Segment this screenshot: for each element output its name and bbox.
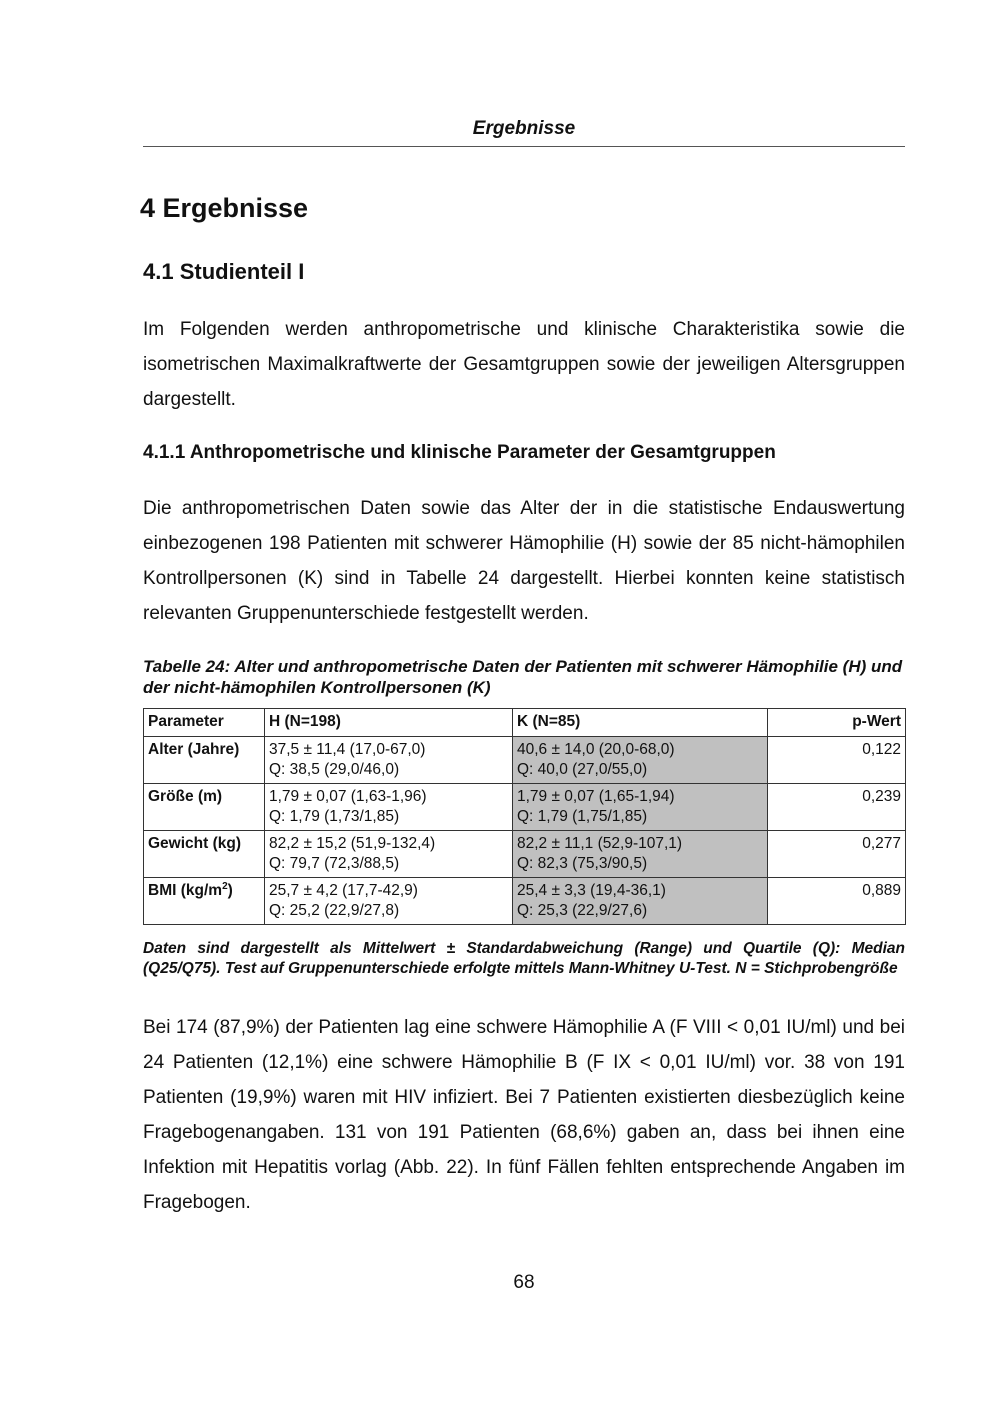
row-p-value: 0,277 — [768, 831, 906, 878]
k-mean: 1,79 ± 0,07 (1,65-1,94) — [517, 788, 675, 805]
k-quartile: Q: 82,3 (75,3/90,5) — [517, 855, 648, 872]
h-quartile: Q: 38,5 (29,0/46,0) — [269, 761, 400, 778]
subsection-heading: 4.1.1 Anthropometrische und klinische Parameter der Gesamtgruppen — [143, 442, 776, 463]
table-note: Daten sind dargestellt als Mittelwert ± Standardabweichung (Range) und Quartile (Q): Median (Q25/Q75). Test auf Gruppenunterschiede erfolgte mittels Mann-Whitney U-Test. N = Stichprobengröße — [143, 940, 905, 977]
row-p-value: 0,122 — [768, 737, 906, 784]
running-head: Ergebnisse — [143, 118, 905, 147]
k-mean: 40,6 ± 14,0 (20,0-68,0) — [517, 741, 675, 758]
table-caption: Tabelle 24: Alter und anthropometrische Daten der Patienten mit schwerer Hämophilie (H) und der nicht-hämophilen Kontrollpersonen (K) — [143, 657, 903, 697]
table-header-row — [144, 709, 906, 737]
results-table — [143, 708, 906, 925]
k-mean: 25,4 ± 3,3 (19,4-36,1) — [517, 882, 666, 899]
header-h: H (N=198) — [265, 709, 513, 737]
param-superscript: 2 — [222, 880, 228, 892]
header-p-value: p-Wert — [768, 709, 906, 737]
table-row — [144, 737, 906, 784]
row-parameter: Alter (Jahre) — [144, 737, 265, 784]
header-parameter: Parameter — [144, 709, 265, 737]
row-p-value: 0,889 — [768, 878, 906, 925]
h-mean: 25,7 ± 4,2 (17,7-42,9) — [269, 882, 418, 899]
row-h-cell — [265, 878, 513, 925]
page-number: 68 — [513, 1272, 535, 1293]
intro-paragraph: Im Folgenden werden anthropometrische und klinische Charakteristika sowie die isometrischen Maximalkraftwerte der Gesamtgruppen sowie der jeweiligen Altersgruppen dargestellt. — [143, 319, 905, 410]
table-row — [144, 784, 906, 831]
paragraph-anthropometric: Die anthropometrischen Daten sowie das Alter der in die statistische Endauswertung einbezogenen 198 Patienten mit schwerer Hämophilie (H) sowie der 85 nicht-hämophilen Kontrollpersonen (K) sind in Tabelle 24 dargestellt. Hierbei konnten keine statistisch relevanten Gruppenunterschiede festgestellt werden. — [143, 498, 905, 624]
h-mean: 37,5 ± 11,4 (17,0-67,0) — [269, 741, 426, 758]
chapter-heading: 4 Ergebnisse — [140, 193, 309, 223]
h-quartile: Q: 1,79 (1,73/1,85) — [269, 808, 400, 825]
header-k: K (N=85) — [513, 709, 768, 737]
row-k-cell — [513, 878, 768, 925]
param-tail: ) — [227, 882, 233, 899]
table-row — [144, 831, 906, 878]
k-quartile: Q: 1,79 (1,75/1,85) — [517, 808, 648, 825]
section-heading: 4.1 Studienteil I — [143, 259, 305, 284]
h-mean: 82,2 ± 15,2 (51,9-132,4) — [269, 835, 436, 852]
row-parameter: Gewicht (kg) — [144, 831, 265, 878]
h-quartile: Q: 25,2 (22,9/27,8) — [269, 902, 400, 919]
table-row — [144, 878, 906, 925]
row-h-cell — [265, 784, 513, 831]
paragraph-haemophilia-types: Bei 174 (87,9%) der Patienten lag eine schwere Hämophilie A (F VIII < 0,01 IU/ml) und bei 24 Patienten (12,1%) eine schwere Hämophilie B (F IX < 0,01 IU/ml) vor. 38 von 191 Patienten (19,9%) waren mit HIV infiziert. Bei 7 Patienten existierten diesbezüglich keine Fragebogenangaben. 131 von 191 Patienten (68,6%) gaben an, dass bei ihnen eine Infektion mit Hepatitis vorlag (Abb. 22). In fünf Fällen fehlten entsprechende Angaben im Fragebogen. — [143, 1017, 905, 1213]
row-k-cell — [513, 831, 768, 878]
row-k-cell — [513, 737, 768, 784]
row-k-cell — [513, 784, 768, 831]
param-label: BMI (kg/m — [148, 882, 223, 899]
row-parameter — [144, 878, 265, 925]
row-h-cell — [265, 831, 513, 878]
k-mean: 82,2 ± 11,1 (52,9-107,1) — [517, 835, 683, 852]
row-h-cell — [265, 737, 513, 784]
h-quartile: Q: 79,7 (72,3/88,5) — [269, 855, 400, 872]
row-parameter: Größe (m) — [144, 784, 265, 831]
row-p-value: 0,239 — [768, 784, 906, 831]
k-quartile: Q: 40,0 (27,0/55,0) — [517, 761, 648, 778]
k-quartile: Q: 25,3 (22,9/27,6) — [517, 902, 648, 919]
h-mean: 1,79 ± 0,07 (1,63-1,96) — [269, 788, 427, 805]
